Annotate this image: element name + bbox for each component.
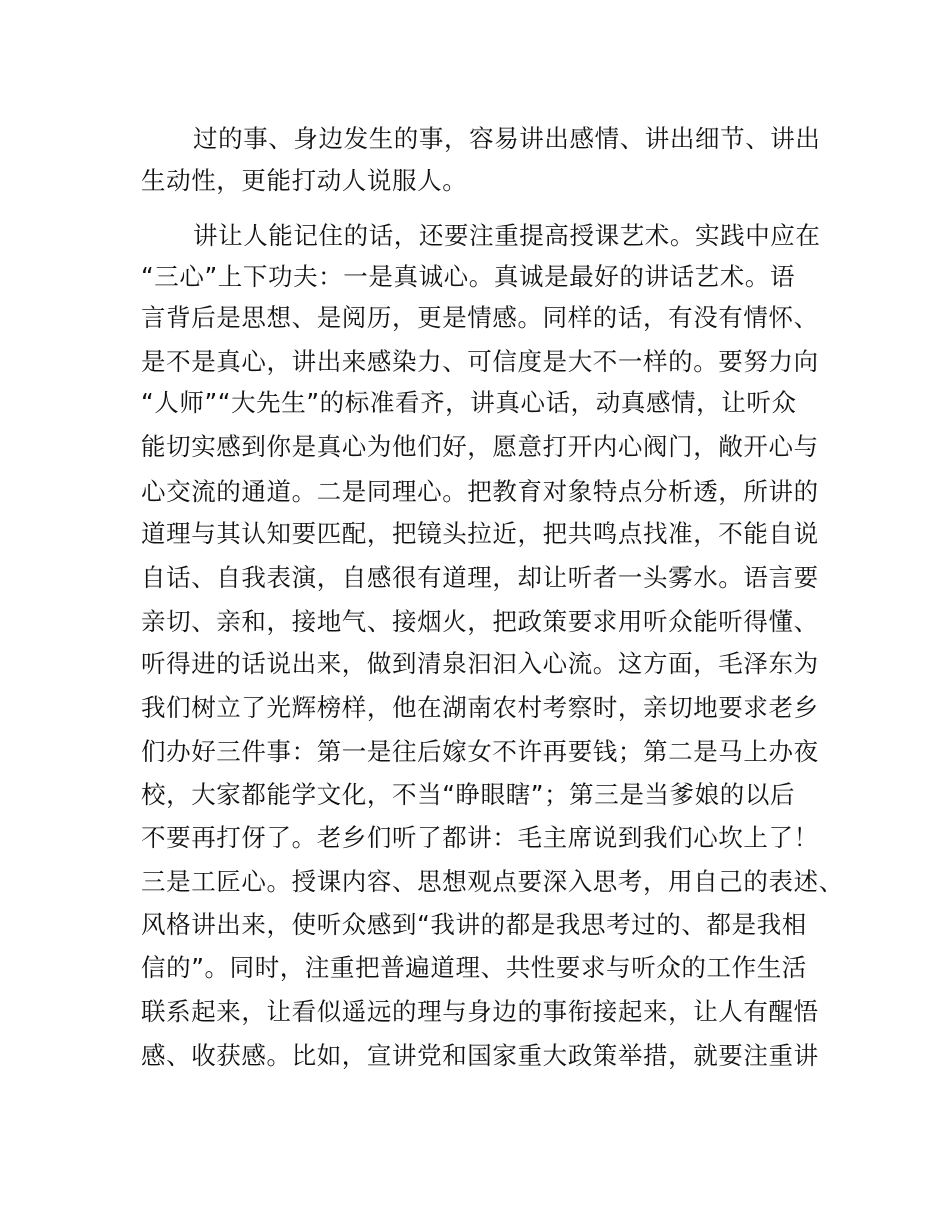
text-line: 不要再打伢了。老乡们听了都讲：毛主席说到我们心坎上了！: [141, 823, 819, 852]
text-line: 自话、自我表演，自感很有道理，却让听者一头雾水。语言要: [141, 563, 819, 592]
text-line: “三心”上下功夫：一是真诚心。真诚是最好的讲话艺术。语: [141, 262, 796, 291]
text-line: 感、收获感。比如，宣讲党和国家重大政策举措，就要注重讲: [141, 1041, 819, 1070]
text-line: 道理与其认知要匹配，把镜头拉近，把共鸣点找准，不能自说: [141, 519, 819, 548]
text-line: 校，大家都能学文化，不当“睁眼瞎”；第三是当爹娘的以后: [141, 780, 796, 809]
text-line: 是不是真心，讲出来感染力、可信度是大不一样的。要努力向: [141, 347, 819, 376]
text-line: 听得进的话说出来，做到清泉汩汩入心流。这方面，毛泽东为: [141, 649, 819, 678]
text-line: 们办好三件事：第一是往后嫁女不许再要钱；第二是马上办夜: [141, 737, 819, 766]
text-line: 三是工匠心。授课内容、思想观点要深入思考，用自己的表述、: [141, 867, 844, 896]
text-line: 心交流的通道。二是同理心。把教育对象特点分析透，所讲的: [141, 477, 819, 506]
text-line: 联系起来，让看似遥远的理与身边的事衔接起来，让人有醒悟: [141, 997, 819, 1026]
text-line: 风格讲出来，使听众感到“我讲的都是我思考过的、都是我相: [141, 910, 807, 939]
paragraph-first-line: 过的事、身边发生的事，容易讲出感情、讲出细节、讲出: [193, 124, 821, 153]
paragraph-first-line: 讲让人能记住的话，还要注重提高授课艺术。实践中应在: [193, 221, 821, 250]
text-line: 生动性，更能打动人说服人。: [141, 166, 468, 195]
text-line: 信的”。同时，注重把普遍道理、共性要求与听众的工作生活: [141, 953, 807, 982]
text-line: 能切实感到你是真心为他们好，愿意打开内心阀门，敞开心与: [141, 432, 819, 461]
text-line: “人师”“大先生”的标准看齐，讲真心话，动真感情，让听众: [141, 388, 797, 417]
text-line: 亲切、亲和，接地气、接烟火，把政策要求用听众能听得懂、: [141, 607, 819, 636]
text-line: 言背后是思想、是阅历，更是情感。同样的话，有没有情怀、: [141, 303, 819, 332]
text-line: 我们树立了光辉榜样，他在湖南农村考察时，亲切地要求老乡: [141, 693, 819, 722]
